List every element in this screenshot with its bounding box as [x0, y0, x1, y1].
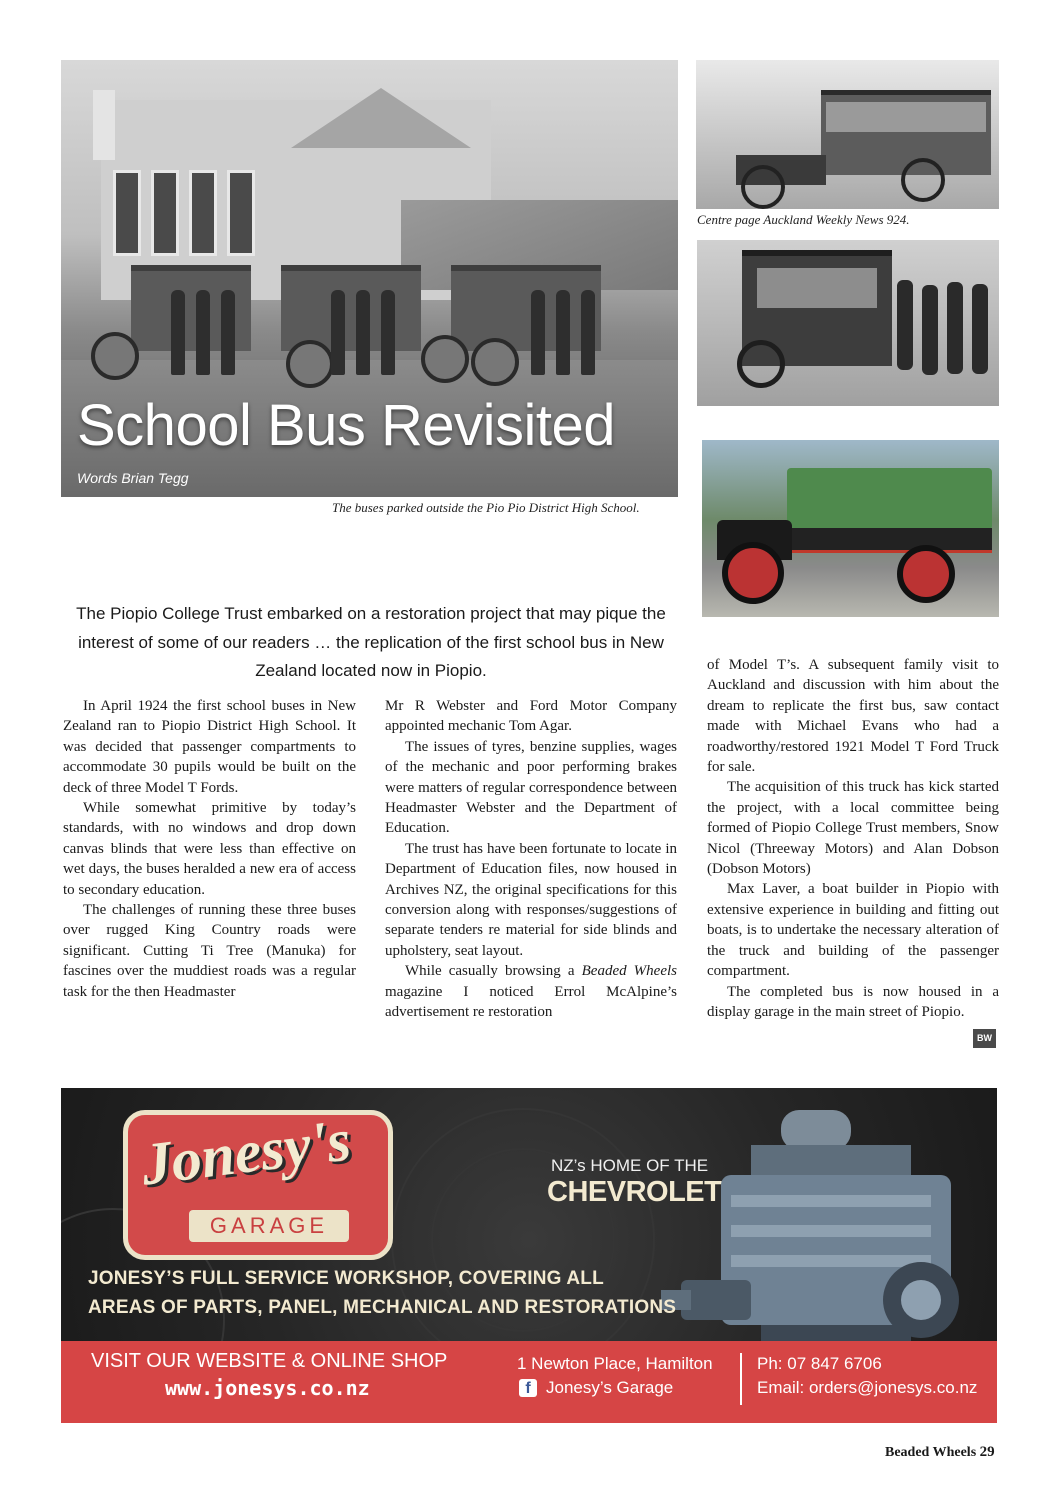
article-title: School Bus Revisited	[77, 393, 616, 458]
model-t-truck-photo	[702, 440, 999, 617]
magazine-title: Beaded Wheels	[581, 963, 677, 980]
paragraph: In April 1924 the first school buses in New Zealand ran to Piopio District High School. It was decided that passenger compartments to accommodate 30 pupils would be built on the deck of three Model T Fords.	[63, 698, 356, 796]
paragraph: Max Laver, a boat builder in Piopio with extensive experience in building and fitting out boats, is to undertake the necessary alteration of the truck and building of the passenger compartment.	[707, 881, 999, 980]
article-column-3	[707, 655, 999, 1022]
bus-wheel	[286, 340, 334, 388]
person	[331, 290, 345, 375]
window	[113, 170, 141, 256]
window	[151, 170, 179, 256]
facebook-link[interactable]: Jonesy’s Garage	[546, 1378, 674, 1397]
paragraph: The completed bus is now housed in a display garage in the main street of Piopio.	[707, 983, 999, 1020]
window	[227, 170, 255, 256]
hero-caption: The buses parked outside the Pio Pio District High School.	[332, 500, 640, 515]
address: 1 Newton Place, Hamilton	[517, 1354, 713, 1373]
person	[531, 290, 545, 375]
logo-script: Jonesy's	[137, 1106, 355, 1198]
bus	[281, 265, 421, 351]
bus-wheel	[471, 338, 519, 386]
bus	[451, 265, 601, 351]
person	[356, 290, 370, 375]
person	[381, 290, 395, 375]
article-column-1	[63, 696, 356, 1002]
byline: Words Brian Tegg	[77, 470, 189, 486]
paragraph: The trust has have been fortunate to locate in Department of Education files, now housed in Archives NZ, the original specifications for this conversion along with responses/suggestions of separate tenders re material for side blinds and upholstery, seat layout.	[385, 840, 677, 959]
paragraph	[385, 961, 677, 1022]
home-of-line: NZ’s HOME OF THE	[551, 1156, 709, 1175]
person	[196, 290, 210, 375]
website-link[interactable]: www.jonesys.co.nz	[165, 1376, 370, 1400]
chimney	[93, 90, 115, 160]
paragraph: Mr R Webster and Ford Motor Company appointed mechanic Tom Agar.	[385, 698, 677, 735]
end-mark: BW	[973, 1029, 996, 1048]
bus-wheel	[91, 332, 139, 380]
publication-name: Beaded Wheels	[885, 1445, 977, 1460]
photo2-caption: Centre page Auckland Weekly News 924.	[697, 212, 910, 227]
newspaper-bus-photo	[696, 60, 999, 209]
article-intro: The Piopio College Trust embarked on a restoration project that may pique the interest of some of our readers … the replication of the first school bus in New Zealand located now in Piopio.	[76, 604, 666, 680]
tagline-line-2: AREAS OF PARTS, PANEL, MECHANICAL AND RESTORATIONS	[88, 1297, 677, 1318]
bus-wheel	[421, 335, 469, 383]
advertisement[interactable]	[61, 1088, 997, 1423]
facebook-icon[interactable]: f	[519, 1379, 537, 1397]
person	[556, 290, 570, 375]
paragraph: The acquisition of this truck has kick started the project, with a local committee being formed of Piopio College Trust members, Snow Nicol (Threeway Motors) and Alan Dobson (Dobson Motors)	[707, 779, 999, 878]
visit-text: VISIT OUR WEBSITE & ONLINE SHOP	[91, 1350, 448, 1372]
page-number: 29	[979, 1444, 995, 1460]
paragraph: The challenges of running these three buses over rugged King Country roads were significant. Cutting Ti Tree (Manuka) for fascines over the muddiest roads was a regular task for the then Headmaster	[63, 902, 356, 1000]
window	[189, 170, 217, 256]
paragraph: The issues of tyres, benzine supplies, wages of the mechanic and poor performing brakes were matters of regular correspondence between Headmaster Webster and the Department of Education.	[385, 738, 677, 837]
page-footer	[885, 1444, 995, 1461]
text-run: magazine I noticed Errol McAlpine’s advertisement re restoration	[385, 983, 677, 1021]
text-run: While casually browsing a	[405, 963, 582, 980]
article-column-2	[385, 696, 677, 1023]
bus-pupils-photo	[697, 240, 999, 406]
building-gable	[291, 88, 471, 148]
divider	[740, 1353, 742, 1405]
email-link[interactable]: Email: orders@jonesys.co.nz	[757, 1378, 978, 1397]
paragraph: of Model T’s. A subsequent family visit to Auckland and discussion with him about the dream to replicate the first bus, saw contact made with Michael Evans who had a roadworthy/restored 1921 Model T Ford Truck for sale.	[707, 657, 999, 776]
tagline-line-1: JONESY’S FULL SERVICE WORKSHOP, COVERING ALL	[88, 1268, 604, 1289]
paragraph: While somewhat primitive by today’s standards, with no windows and drop down canvas blinds that were less than effective on wet days, the buses heralded a new era of access to secondary education.	[63, 800, 356, 898]
chevrolet-heading: CHEVROLET	[547, 1176, 722, 1208]
person	[171, 290, 185, 375]
phone-number[interactable]: Ph: 07 847 6706	[757, 1354, 882, 1373]
person	[581, 290, 595, 375]
logo-banner: GARAGE	[189, 1210, 349, 1242]
person	[221, 290, 235, 375]
